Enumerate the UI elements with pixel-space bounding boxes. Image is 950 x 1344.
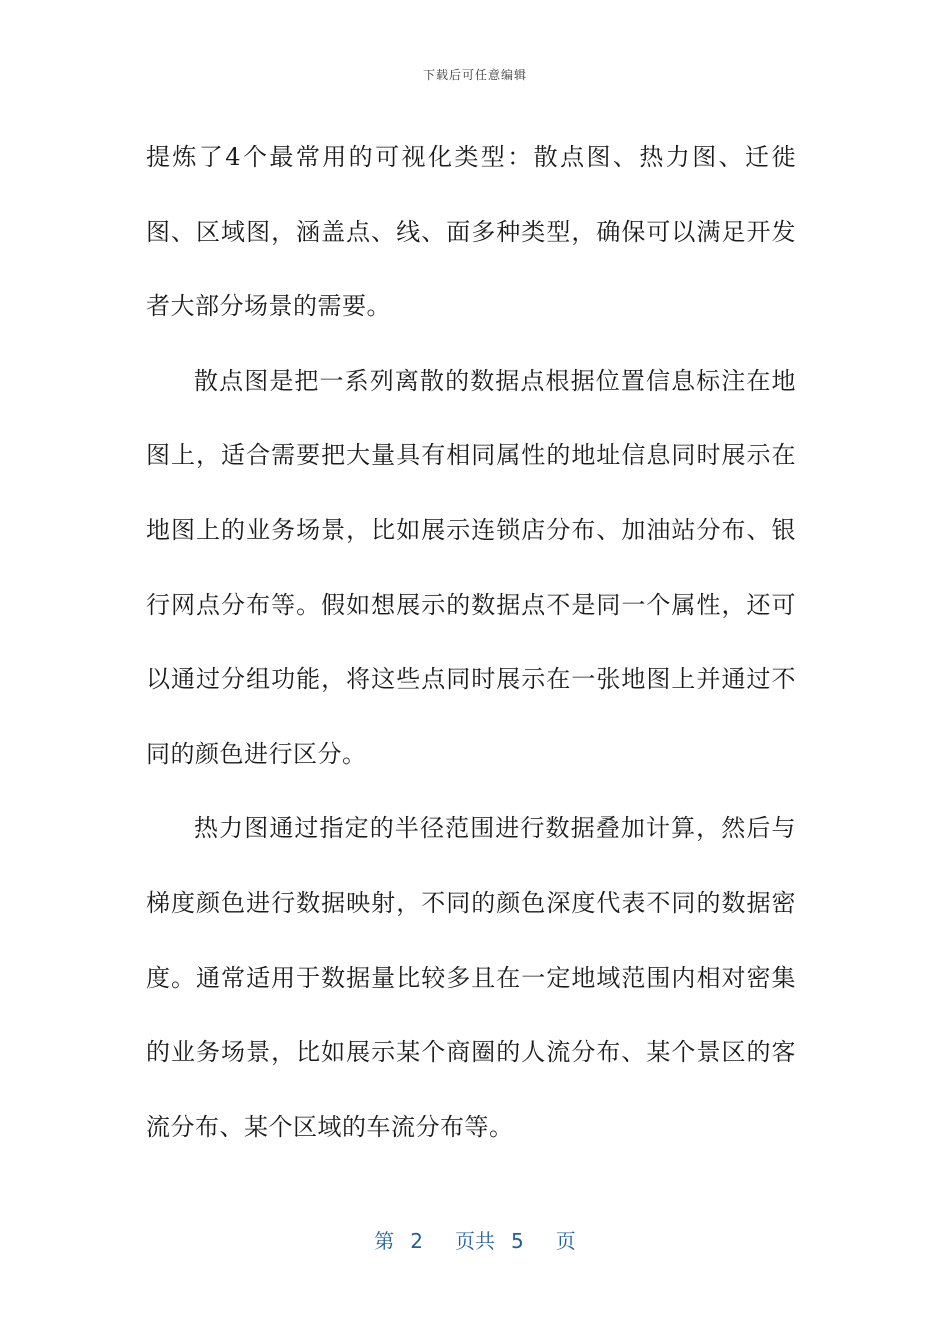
paragraph-2: 散点图是把一系列离散的数据点根据位置信息标注在地图上，适合需要把大量具有相同属性的地址信息同时展示在地图上的业务场景，比如展示连锁店分布、加油站分布、银行网点分布等。假如想展示的数据点不是同一个属性，还可以通过分组功能，将这些点同时展示在一张地图上并通过不同的颜色进行区分。 xyxy=(146,366,796,768)
paragraph-1: 提炼了4个最常用的可视化类型：散点图、热力图、迁徙图、区域图，涵盖点、线、面多种类型，确保可以满足开发者大部分场景的需要。 xyxy=(146,143,796,321)
paragraph-3: 热力图通过指定的半径范围进行数据叠加计算，然后与梯度颜色进行数据映射，不同的颜色深度代表不同的数据密度。通常适用于数据量比较多且在一定地域范围内相对密集的业务场景，比如展示某个商圈的人流分布、某个景区的客流分布、某个区域的车流分布等。 xyxy=(146,814,796,1141)
footer-prefix: 第 xyxy=(374,1229,395,1253)
footer-suffix: 页 xyxy=(555,1229,576,1253)
footer-total-pages: 5 xyxy=(511,1229,524,1253)
header-note: 下载后可任意编辑 xyxy=(422,68,527,82)
footer-current-page: 2 xyxy=(410,1229,423,1253)
body-text xyxy=(146,120,796,1164)
footer-middle: 页共 xyxy=(455,1229,495,1253)
page-footer xyxy=(0,1225,950,1254)
